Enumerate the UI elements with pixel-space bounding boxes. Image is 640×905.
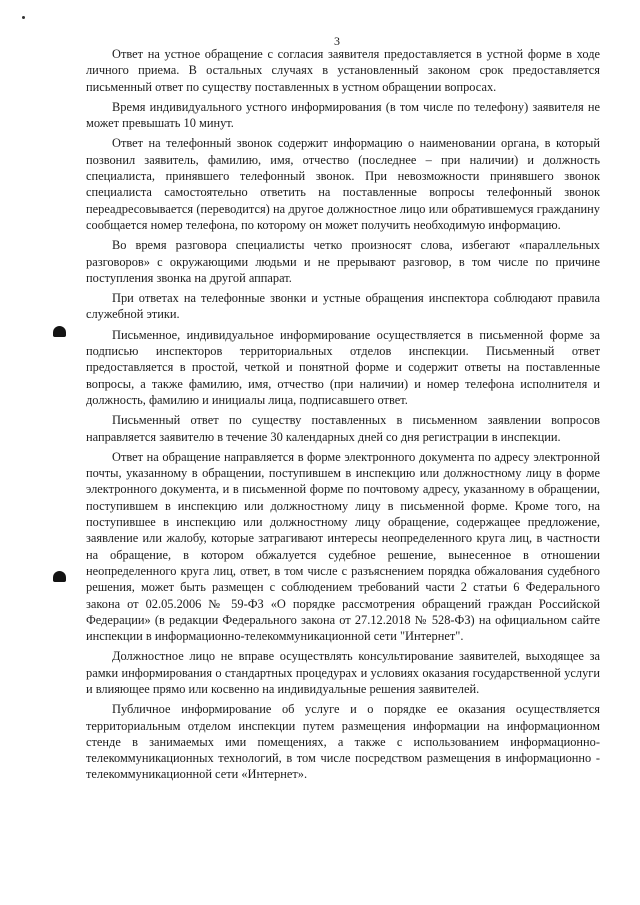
scan-speck [22, 16, 25, 19]
paragraph-written-informing: Письменное, индивидуальное информирование осуществляется в письменной форме за подписью инспекторов территориальных отделов инспекции. Письменный ответ предоставляется в простой, четкой и понятной форме и содержит ответы на поставленные вопросы, а также фамилию, имя, отчество (при наличии) и номер телефона исполнителя и должность, фамилию и инициалы лица, подписавшего ответ. [86, 327, 600, 407]
paragraph-conversation-rules: Во время разговора специалисты четко произносят слова, избегают «параллельных разговоров» с окружающими людьми и не прерывают разговор, в том числе по причине поступления звонка на другой аппарат. [86, 238, 600, 285]
paragraph-public-informing: Публичное информирование об услуге и о порядке ее оказания осуществляется территориальным отделом инспекции путем размещения информации на информационном стенде в занимаемых ими помещениях, а также с использованием информационно-телекоммуникационных технологий, в том числе посредством размещения в информационно - телекоммуникационной сети «Интернет». [86, 702, 600, 782]
page-number: 3 [334, 34, 340, 48]
paragraph-service-ethics: При ответах на телефонные звонки и устные обращения инспектора соблюдают правила служебной этики. [86, 291, 600, 322]
punch-hole [53, 326, 66, 337]
paragraph-oral-time-limit: Время индивидуального устного информирования (в том числе по телефону) заявителя не может превышать 10 минут. [86, 99, 600, 131]
punch-hole [53, 571, 66, 582]
paragraph-phone-reply: Ответ на телефонный звонок содержит информацию о наименовании органа, в который позвонил заявитель, фамилию, имя, отчество (последнее – при наличии) и должность специалиста, принявшего телефонный звонок. При невозможности принявшего звонок специалиста самостоятельно ответить на поставленные вопросы телефонный звонок переадресовывается (переводится) на другое должностное лицо или обратившемуся гражданину сообщается номер телефона, по которому он может получить необходимую информацию. [86, 136, 600, 232]
document-body [86, 46, 600, 787]
paragraph-oral-reply: Ответ на устное обращение с согласия заявителя предоставляется в устной форме в ходе личного приема. В остальных случаях в установленный законом срок предоставляется письменный ответ по существу поставленных в устном обращении вопросах. [86, 47, 600, 94]
paragraph-electronic-reply: Ответ на обращение направляется в форме электронного документа по адресу электронной почты, указанному в обращении, поступившем в инспекцию или должностному лицу в форме электронного документа, и в письменной форме по почтовому адресу, указанному в обращении, поступившем в инспекцию или должностному лицу в письменной форме. Кроме того, на поступившее в инспекцию или должностному лицу обращение, содержащее предложение, заявление или жалобу, которые затрагивают интересы неопределенного круга лиц, в частности на обращение, в котором обжалуется судебное решение, вынесенное в отношении неопределенного круга лиц, ответ, в том числе с разъяснением порядка обжалования судебного решения, может быть размещен с соблюдением требований части 2 статьи 6 Федерального закона от 02.05.2006 № 59-ФЗ «О порядке рассмотрения обращений граждан Российской Федерации» (в редакции Федерального закона от 27.12.2018 № 528-ФЗ) на официальном сайте инспекции в информационно-телекоммуникационной сети "Интернет". [86, 449, 600, 644]
paragraph-written-reply-deadline: Письменный ответ по существу поставленных в письменном заявлении вопросов направляется заявителю в течение 30 календарных дней со дня регистрации в инспекции. [86, 413, 600, 444]
paragraph-consulting-limits: Должностное лицо не вправе осуществлять консультирование заявителей, выходящее за рамки информирования о стандартных процедурах и условиях оказания государственной услуги и влияющее прямо или косвенно на индивидуальные решения заявителей. [86, 649, 600, 696]
